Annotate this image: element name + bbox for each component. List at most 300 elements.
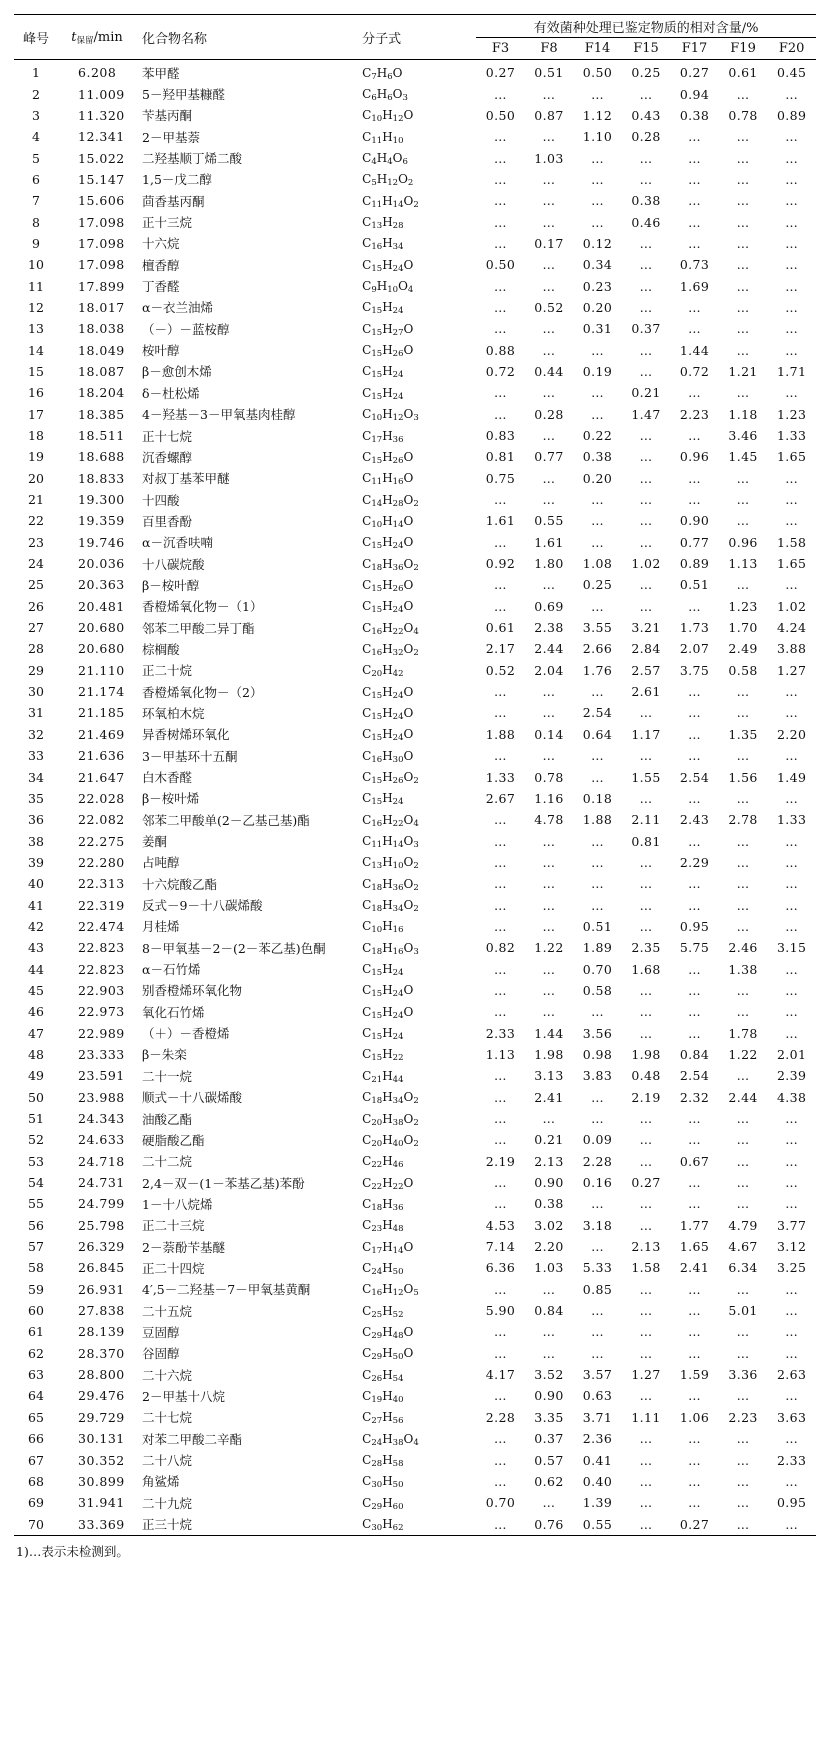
content-value-f19: … <box>736 513 750 529</box>
peak-number: 11 <box>28 278 44 294</box>
content-value-f15: … <box>639 748 653 764</box>
content-value-f20: … <box>785 470 799 486</box>
peak-number: 66 <box>28 1431 44 1447</box>
content-value-f3: 5.90 <box>485 1303 516 1319</box>
content-value-f8: … <box>542 961 556 977</box>
content-value-f17: … <box>688 1004 701 1020</box>
content-value-f3: … <box>494 982 507 998</box>
content-value-f20: … <box>785 342 799 358</box>
content-value-f3: … <box>494 278 507 294</box>
content-value-f14: 0.40 <box>582 1473 613 1489</box>
content-value-f19: … <box>736 982 750 998</box>
content-value-f14: … <box>591 513 604 529</box>
content-value-f3: … <box>494 961 507 977</box>
content-value-f8: 2.04 <box>534 662 564 678</box>
molecular-formula: $C_{28}H_{58}$ <box>362 1453 404 1470</box>
content-value-f14: … <box>591 534 604 550</box>
compound-name: 沉香螺醇 <box>142 449 193 465</box>
content-value-f17: 2.54 <box>679 769 710 785</box>
retention-time: 18.204 <box>78 385 125 401</box>
content-value-f20: … <box>785 876 799 892</box>
content-value-f20: … <box>785 577 799 593</box>
retention-time: 21.647 <box>78 769 125 785</box>
content-value-f3: 0.50 <box>485 107 516 123</box>
compound-name: β－桉叶烯 <box>142 791 200 807</box>
molecular-formula: $C_{16}H_{32}O_2$ <box>362 641 419 658</box>
molecular-formula: $C_{14}H_{28}O_2$ <box>362 492 419 509</box>
content-value-f19: … <box>736 1068 750 1084</box>
content-value-f15: … <box>639 1153 653 1169</box>
compound-name: 二十七烷 <box>142 1410 193 1426</box>
molecular-formula: $C_{21}H_{44}$ <box>362 1068 404 1085</box>
table-row <box>14 532 816 553</box>
table-row <box>14 980 816 1001</box>
content-value-f19: 6.34 <box>728 1260 758 1276</box>
table-row <box>14 1236 816 1257</box>
content-value-f19: … <box>736 1132 750 1148</box>
content-value-f3: 2.19 <box>485 1153 516 1169</box>
content-value-f19: … <box>736 854 750 870</box>
molecular-formula: $C_{18}H_{36}$ <box>362 1196 404 1213</box>
molecular-formula: $C_{15}H_{24}O$ <box>362 983 414 1000</box>
retention-time: 20.363 <box>78 577 125 593</box>
peak-number: 41 <box>28 897 44 913</box>
molecular-formula: $C_4H_4O_6$ <box>362 151 408 168</box>
compound-name: 苯甲醛 <box>142 65 180 81</box>
content-value-f19: 1.21 <box>728 363 758 379</box>
retention-time: 28.800 <box>78 1367 125 1383</box>
content-value-f17: 2.41 <box>679 1260 710 1276</box>
content-value-f15: … <box>639 1025 653 1041</box>
peak-number: 9 <box>32 235 40 251</box>
peak-number: 28 <box>28 641 44 657</box>
peak-number: 47 <box>28 1025 44 1041</box>
table-row <box>14 788 816 809</box>
content-value-f14: 0.19 <box>582 363 613 379</box>
content-value-f15: … <box>639 513 653 529</box>
peak-number: 10 <box>28 257 44 273</box>
content-value-f15: 1.11 <box>631 1409 661 1425</box>
content-value-f8: 0.87 <box>534 107 564 123</box>
table-row <box>14 1172 816 1193</box>
content-value-f3: 0.88 <box>485 342 516 358</box>
table-row <box>14 105 816 126</box>
compound-name: 正二十烷 <box>142 663 193 679</box>
table-row <box>14 1108 816 1129</box>
content-value-f17: … <box>688 684 701 700</box>
content-value-f14: 1.08 <box>582 556 613 572</box>
content-value-f14: … <box>591 1345 604 1361</box>
content-value-f20: 3.63 <box>776 1409 807 1425</box>
content-value-f17: 2.54 <box>679 1068 710 1084</box>
retention-time: 25.798 <box>78 1217 125 1233</box>
content-value-f19: … <box>736 833 750 849</box>
content-value-f14: … <box>591 1196 604 1212</box>
compound-name: β－桉叶醇 <box>142 577 200 593</box>
content-value-f15: 0.25 <box>631 65 661 81</box>
content-value-f19: … <box>736 257 750 273</box>
retention-time: 26.845 <box>78 1260 125 1276</box>
content-value-f19: … <box>736 342 750 358</box>
content-value-f15: … <box>639 171 653 187</box>
compound-name: 檀香醇 <box>142 257 180 273</box>
peak-number: 23 <box>28 534 44 550</box>
content-value-f3: 0.61 <box>485 620 516 636</box>
content-value-f19: … <box>736 1452 750 1468</box>
content-value-f8: 0.77 <box>534 449 564 465</box>
content-value-f19: … <box>736 470 750 486</box>
content-value-f17: … <box>688 1452 701 1468</box>
content-value-f17: 0.95 <box>679 918 710 934</box>
compound-name: 姜酮 <box>142 834 168 850</box>
content-value-f15: 1.17 <box>631 726 661 742</box>
content-value-f20: … <box>785 982 799 998</box>
compound-name: （－）－蓝桉醇 <box>142 321 230 337</box>
content-value-f14: 2.54 <box>582 705 613 721</box>
content-value-f15: … <box>639 534 653 550</box>
retention-time: 24.718 <box>78 1153 125 1169</box>
compound-name: 二十一烷 <box>142 1068 193 1084</box>
retention-time: 24.799 <box>78 1196 125 1212</box>
content-value-f8: 0.51 <box>534 65 564 81</box>
content-value-f20: … <box>785 150 799 166</box>
peak-number: 70 <box>14 1513 58 1535</box>
molecular-formula: $C_{24}H_{50}$ <box>362 1260 404 1277</box>
peak-number: 34 <box>28 769 44 785</box>
content-value-f17: … <box>688 1495 701 1511</box>
peak-number: 69 <box>28 1495 44 1511</box>
content-value-f14: … <box>591 897 604 913</box>
compound-name: 香橙烯氧化物－（1） <box>142 599 263 615</box>
content-value-f3: … <box>494 1068 507 1084</box>
content-value-f20: … <box>785 278 799 294</box>
content-value-f15: … <box>639 790 653 806</box>
peak-number: 13 <box>28 321 44 337</box>
peak-number: 45 <box>28 982 44 998</box>
content-value-f8: 2.13 <box>534 1153 564 1169</box>
content-value-f19: 1.56 <box>728 769 758 785</box>
table-row <box>14 318 816 339</box>
content-value-f15: 0.38 <box>631 193 661 209</box>
content-value-f3: … <box>494 1281 507 1297</box>
content-value-f3: … <box>494 385 507 401</box>
molecular-formula: $C_{23}H_{48}$ <box>362 1218 404 1235</box>
table-row <box>14 852 816 873</box>
content-value-f19: … <box>736 193 750 209</box>
content-value-f14: … <box>591 1089 604 1105</box>
content-value-f14: 2.36 <box>582 1431 613 1447</box>
content-value-f3: … <box>494 598 507 614</box>
content-value-f15: … <box>639 470 653 486</box>
compound-name: 5－羟甲基糠醛 <box>142 87 226 103</box>
content-value-f17: 0.90 <box>679 513 710 529</box>
header-treatment-f17: F17 <box>670 38 719 60</box>
content-value-f17: … <box>688 598 701 614</box>
retention-time: 30.899 <box>78 1473 125 1489</box>
molecular-formula: $C_{15}H_{24}$ <box>362 385 404 402</box>
table-row <box>14 297 816 318</box>
content-value-f17: … <box>688 1132 701 1148</box>
compound-name: 2－甲基萘 <box>142 129 200 145</box>
content-value-f19: … <box>736 1345 750 1361</box>
retention-time: 22.313 <box>78 876 125 892</box>
content-value-f15: … <box>639 1281 653 1297</box>
table-row <box>14 468 816 489</box>
content-value-f17: … <box>688 705 701 721</box>
molecular-formula: $C_{11}H_{10}$ <box>362 129 404 146</box>
content-value-f14: … <box>591 769 604 785</box>
content-value-f19: … <box>736 1431 750 1447</box>
content-value-f14: 0.55 <box>573 1513 622 1535</box>
content-value-f14: 0.22 <box>582 428 613 444</box>
content-value-f17: 1.65 <box>679 1239 710 1255</box>
content-value-f19: 4.67 <box>728 1239 758 1255</box>
content-value-f8: … <box>542 1324 556 1340</box>
retention-time: 22.082 <box>78 812 125 828</box>
peak-number: 22 <box>28 513 44 529</box>
content-value-f19: … <box>736 1004 750 1020</box>
content-value-f17: … <box>688 214 701 230</box>
content-value-f15: … <box>639 876 653 892</box>
content-value-f14: … <box>591 876 604 892</box>
retention-time: 17.098 <box>78 235 125 251</box>
peak-number: 14 <box>28 342 44 358</box>
content-value-f19: 1.38 <box>728 961 758 977</box>
table-row <box>14 1257 816 1278</box>
table-row <box>14 339 816 360</box>
content-value-f17: … <box>688 171 701 187</box>
content-value-f20: … <box>785 235 799 251</box>
retention-time: 24.633 <box>78 1132 125 1148</box>
peak-number: 57 <box>28 1239 44 1255</box>
molecular-formula: $C_{15}H_{24}O$ <box>362 599 414 616</box>
content-value-f14: 0.09 <box>582 1132 613 1148</box>
content-value-f17: 0.84 <box>679 1046 710 1062</box>
content-value-f14: 3.71 <box>582 1409 613 1425</box>
content-value-f19: 2.44 <box>728 1089 758 1105</box>
content-value-f8: 1.16 <box>534 790 564 806</box>
content-value-f15: … <box>639 150 653 166</box>
molecular-formula: $C_{15}H_{24}$ <box>362 791 404 808</box>
retention-time: 18.385 <box>78 406 125 422</box>
content-value-f14: 0.63 <box>582 1388 613 1404</box>
content-value-f8: … <box>542 257 556 273</box>
peak-number: 43 <box>28 940 44 956</box>
table-row <box>14 1471 816 1492</box>
content-value-f15: 0.21 <box>631 385 661 401</box>
peak-number: 31 <box>28 705 44 721</box>
table-row <box>14 1492 816 1513</box>
content-value-f8: 0.62 <box>534 1473 564 1489</box>
peak-number: 44 <box>28 961 44 977</box>
content-value-f14: … <box>591 1303 604 1319</box>
molecular-formula: $C_{27}H_{56}$ <box>362 1410 404 1427</box>
content-value-f3: … <box>494 406 507 422</box>
retention-time: 21.110 <box>78 662 125 678</box>
table-row <box>14 766 816 787</box>
content-value-f15: … <box>639 598 653 614</box>
content-value-f15: 0.28 <box>631 129 661 145</box>
content-value-f8: … <box>542 278 556 294</box>
molecular-formula: $C_{16}H_{22}O_4$ <box>362 620 419 637</box>
content-value-f3: … <box>494 129 507 145</box>
peak-number: 6 <box>32 171 40 187</box>
retention-time: 15.606 <box>78 193 125 209</box>
compound-name: 邻苯二甲酸二异丁酯 <box>142 620 255 636</box>
peak-number: 42 <box>28 918 44 934</box>
molecular-formula: $C_{15}H_{26}O$ <box>362 449 414 466</box>
content-value-f8: 0.17 <box>534 235 564 251</box>
retention-time: 28.370 <box>78 1345 125 1361</box>
content-value-f14: … <box>591 684 604 700</box>
content-value-f20: … <box>785 961 799 977</box>
compound-name: 正二十三烷 <box>142 1218 205 1234</box>
content-value-f15: … <box>639 363 653 379</box>
molecular-formula: $C_{22}H_{22}O$ <box>362 1175 414 1192</box>
content-value-f20: 2.01 <box>776 1046 807 1062</box>
content-value-f8: … <box>542 833 556 849</box>
content-value-f17: … <box>688 1175 701 1191</box>
content-value-f14: 0.12 <box>582 235 613 251</box>
table-row <box>14 510 816 531</box>
content-value-f17: … <box>688 193 701 209</box>
content-value-f17: 0.94 <box>679 86 710 102</box>
content-value-f20: 3.25 <box>776 1260 807 1276</box>
peak-number: 32 <box>28 726 44 742</box>
retention-time: 30.352 <box>78 1452 125 1468</box>
content-value-f14: … <box>591 150 604 166</box>
table-row <box>14 1129 816 1150</box>
compound-name: 棕榈酸 <box>142 641 180 657</box>
content-value-f20: 4.38 <box>776 1089 807 1105</box>
compound-name: 二十二烷 <box>142 1154 193 1170</box>
content-value-f17: 0.96 <box>679 449 710 465</box>
molecular-formula: $C_{17}H_{36}$ <box>362 428 404 445</box>
content-value-f17: 0.27 <box>679 65 710 81</box>
compound-name: α－沉香呋喃 <box>142 535 213 551</box>
molecular-formula: $C_7H_6O$ <box>362 65 403 82</box>
content-value-f19: 0.58 <box>728 662 758 678</box>
content-value-f20: 1.71 <box>776 363 807 379</box>
content-value-f20: 3.15 <box>776 940 807 956</box>
content-value-f8: 3.13 <box>534 1068 564 1084</box>
content-value-f17: 2.43 <box>679 812 710 828</box>
peak-number: 56 <box>28 1217 44 1233</box>
content-value-f3: 7.14 <box>485 1239 516 1255</box>
content-value-f14: 0.31 <box>582 321 613 337</box>
molecular-formula: $C_{10}H_{12}O_3$ <box>362 407 419 424</box>
peak-number: 25 <box>28 577 44 593</box>
content-value-f15: … <box>639 299 653 315</box>
compound-name: 十四酸 <box>142 492 180 508</box>
peak-number: 24 <box>28 556 44 572</box>
content-value-f8: … <box>542 876 556 892</box>
content-value-f8: 1.44 <box>534 1025 564 1041</box>
molecular-formula: $C_{15}H_{24}O$ <box>362 1004 414 1021</box>
content-value-f19: … <box>736 1196 750 1212</box>
retention-time: 17.098 <box>78 257 125 273</box>
retention-time: 12.341 <box>78 129 125 145</box>
table-row <box>14 190 816 211</box>
compound-name: 邻苯二甲酸单(2－乙基己基)酯 <box>142 812 310 828</box>
content-value-f15: 1.47 <box>631 406 661 422</box>
table-row <box>14 681 816 702</box>
retention-time: 18.087 <box>78 363 125 379</box>
molecular-formula: $C_{11}H_{16}O$ <box>362 471 414 488</box>
molecular-formula: $C_{10}H_{14}O$ <box>362 513 414 530</box>
content-value-f8: 1.61 <box>534 534 564 550</box>
content-value-f20: 2.20 <box>776 726 807 742</box>
retention-time: 20.680 <box>78 641 125 657</box>
molecular-formula: $C_{11}H_{14}O_2$ <box>362 193 419 210</box>
content-value-f3: … <box>494 897 507 913</box>
content-value-f20: … <box>785 1431 799 1447</box>
content-value-f17: 0.73 <box>679 257 710 273</box>
compound-name: 环氧柏木烷 <box>142 705 205 721</box>
content-value-f17: … <box>688 1196 701 1212</box>
table-row <box>14 937 816 958</box>
content-value-f8: … <box>542 1111 556 1127</box>
retention-time: 23.591 <box>78 1068 125 1084</box>
table-row <box>14 574 816 595</box>
table-row <box>14 596 816 617</box>
content-value-f3: … <box>494 1473 507 1489</box>
molecular-formula: $C_{25}H_{52}$ <box>362 1303 404 1320</box>
content-value-f8: 1.03 <box>534 150 564 166</box>
molecular-formula: $C_{15}H_{22}$ <box>362 1047 404 1064</box>
header-treatment-f15: F15 <box>622 38 671 60</box>
content-value-f14: 1.89 <box>582 940 613 956</box>
compound-name: 1－十八烷烯 <box>142 1196 213 1212</box>
compound-name: 顺式－十八碳烯酸 <box>142 1090 243 1106</box>
retention-time: 17.098 <box>78 214 125 230</box>
content-value-f14: 0.64 <box>582 726 613 742</box>
content-value-f3: 0.52 <box>485 662 516 678</box>
compound-name: 正三十烷 <box>136 1513 358 1535</box>
table-row <box>14 211 816 232</box>
content-value-f17: … <box>688 982 701 998</box>
content-value-f3: … <box>494 684 507 700</box>
content-value-f8: 2.41 <box>534 1089 564 1105</box>
peak-number: 59 <box>28 1281 44 1297</box>
content-value-f3: 6.36 <box>485 1260 516 1276</box>
peak-number: 62 <box>28 1345 44 1361</box>
content-value-f3: … <box>494 1388 507 1404</box>
content-value-f17: … <box>688 748 701 764</box>
content-value-f20: 2.33 <box>776 1452 807 1468</box>
retention-time: 22.319 <box>78 897 125 913</box>
content-value-f20: 1.65 <box>776 449 807 465</box>
content-value-f17: … <box>688 385 701 401</box>
content-value-f3: 0.81 <box>485 449 516 465</box>
peak-number: 40 <box>28 876 44 892</box>
molecular-formula: $C_{29}H_{60}$ <box>362 1495 404 1512</box>
molecular-formula: $C_{20}H_{38}O_2$ <box>362 1111 419 1128</box>
retention-time: 21.636 <box>78 748 125 764</box>
content-value-f8: 1.80 <box>534 556 564 572</box>
content-value-f15: 2.57 <box>631 662 661 678</box>
retention-time: 11.009 <box>78 86 125 102</box>
content-value-f14: 0.85 <box>582 1281 613 1297</box>
molecular-formula: $C_{10}H_{16}$ <box>362 919 404 936</box>
content-value-f14: 3.56 <box>582 1025 613 1041</box>
content-value-f8: 3.52 <box>534 1367 564 1383</box>
compound-name: 丁香醛 <box>142 279 180 295</box>
content-value-f15: 1.55 <box>631 769 661 785</box>
molecular-formula: $C_{18}H_{36}O_2$ <box>362 876 419 893</box>
table-row <box>14 1001 816 1022</box>
molecular-formula: $C_{16}H_{22}O_4$ <box>362 812 419 829</box>
